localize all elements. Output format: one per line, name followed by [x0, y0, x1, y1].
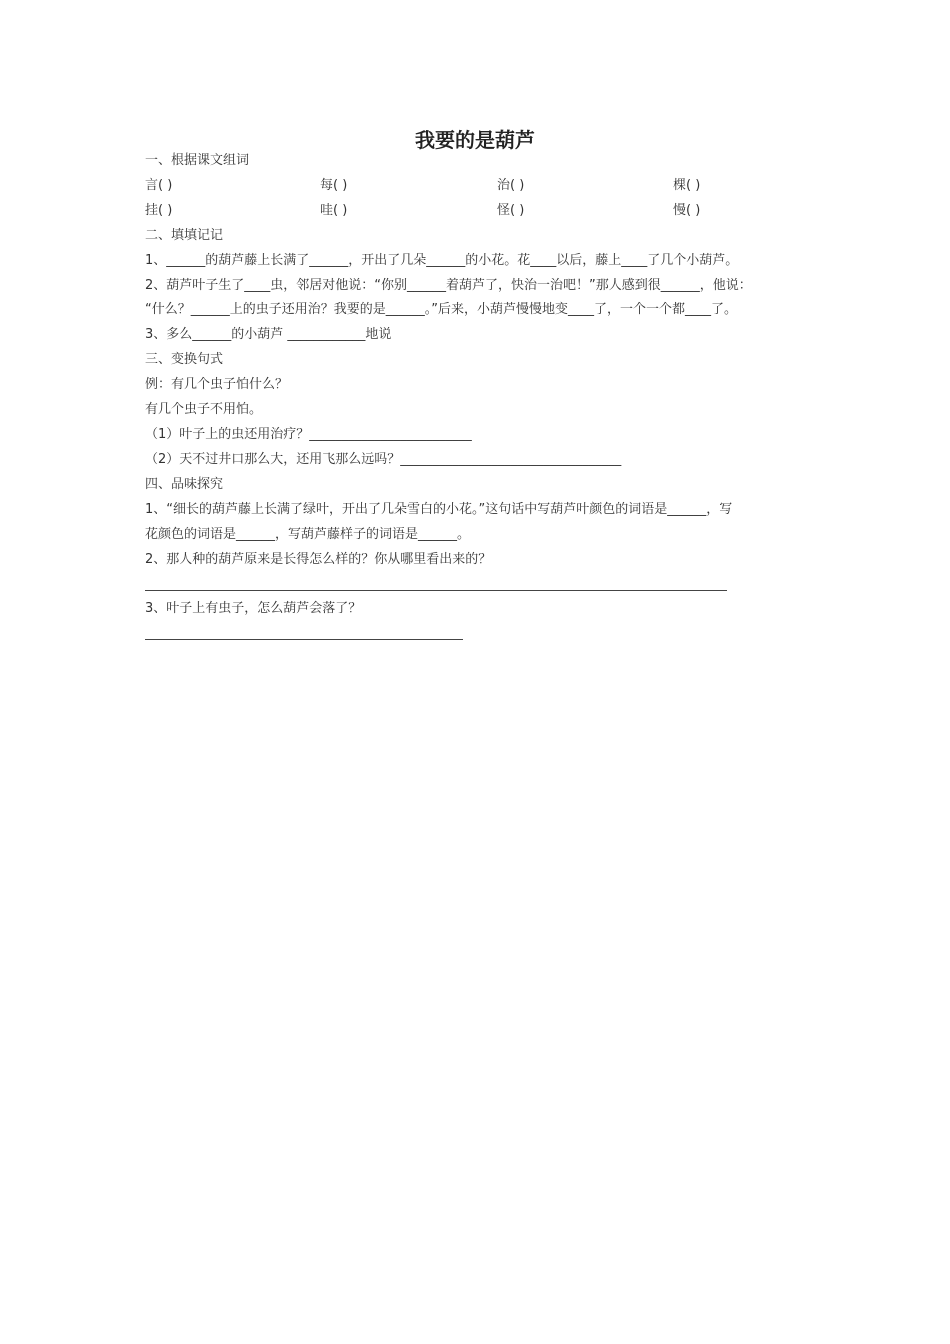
word-blank-zhi: 治( ) [497, 178, 525, 193]
analysis-question-1-line-2: 花颜色的词语是______，写葫芦藤样子的词语是______。 [145, 527, 471, 542]
analysis-question-3: 3、叶子上有虫子，怎么葫芦会落了？ [145, 601, 362, 616]
word-blank-gua: 挂( ) [145, 203, 173, 218]
fill-line-2: 2、葫芦叶子生了____虫，邻居对他说：“你别______着葫芦了，快治一治吧！”那人感到很______，他说： [145, 278, 752, 293]
page-title: 我要的是葫芦 [415, 128, 535, 152]
analysis-question-1-line-1: 1、“细长的葫芦藤上长满了绿叶，开出了几朵雪白的小花。”这句话中写葫芦叶颜色的词语是______，写 [145, 502, 733, 517]
transform-question-1: （1）叶子上的虫还用治疗？_________________________ [145, 427, 472, 442]
word-blank-mei: 每( ) [320, 178, 348, 193]
word-blank-yan: 言( ) [145, 178, 173, 193]
word-blank-wa: 哇( ) [320, 203, 348, 218]
example-answer: 有几个虫子不用怕。 [145, 402, 263, 417]
section-4-heading: 四、品味探究 [145, 477, 224, 492]
word-blank-ke: 棵( ) [673, 178, 701, 193]
fill-line-1: 1、______的葫芦藤上长满了______，开出了几朵______的小花。花____以后，藤上____了几个小葫芦。 [145, 253, 739, 268]
fill-line-3: “什么？______上的虫子还用治？我要的是______。”后来，小葫芦慢慢地变____了，一个一个都____了。 [145, 302, 737, 317]
answer-line-question-3 [145, 639, 463, 640]
section-1-heading: 一、根据课文组词 [145, 153, 250, 168]
example-question: 例：有几个虫子怕什么？ [145, 377, 289, 392]
fill-line-4: 3、多么______的小葫芦 ____________地说 [145, 327, 392, 342]
word-blank-guai: 怪( ) [497, 203, 525, 218]
transform-question-2: （2）天不过井口那么大，还用飞那么远吗？__________________________________ [145, 452, 622, 467]
analysis-question-2: 2、那人种的葫芦原来是长得怎么样的？你从哪里看出来的？ [145, 552, 492, 567]
section-2-heading: 二、填填记记 [145, 228, 224, 243]
word-blank-man: 慢( ) [673, 203, 701, 218]
section-3-heading: 三、变换句式 [145, 352, 224, 367]
answer-line-question-2 [145, 590, 727, 591]
